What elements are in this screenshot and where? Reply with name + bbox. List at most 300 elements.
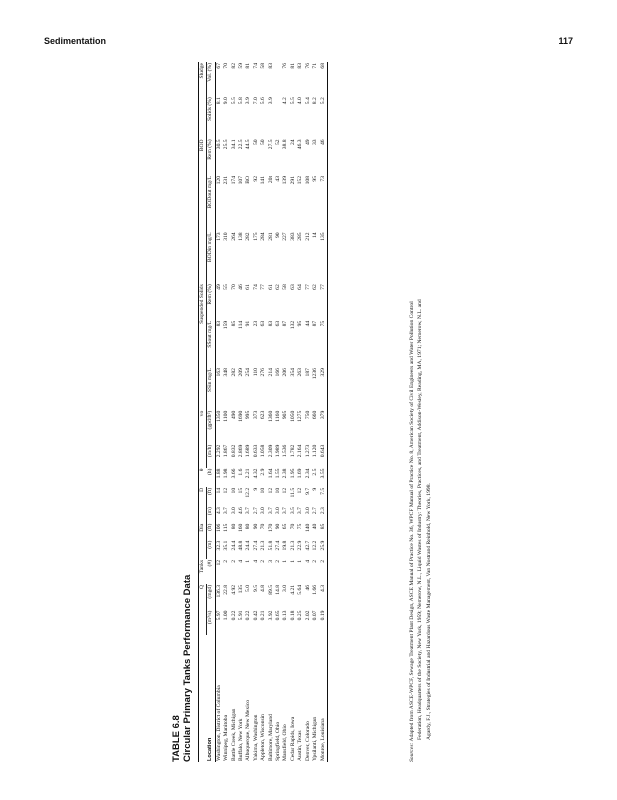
table-cell: 62 (312, 284, 319, 290)
table-cell: 0.633 (252, 444, 259, 458)
cell-location: Ypsilanti, Michigan (312, 716, 319, 761)
table-cell: 5.64 (297, 584, 304, 595)
table-cell: 15 (238, 487, 245, 494)
table-cell: 4.21 (289, 584, 296, 595)
table-cell: 90 (275, 232, 282, 238)
table-cell: 212 (304, 232, 311, 241)
table-cell: 27.5 (267, 139, 274, 150)
table-cell: 2 (320, 559, 328, 584)
table-cell: 63 (260, 320, 267, 327)
table-cell: 5.91 (238, 610, 245, 621)
table-cell: 4.3 (320, 584, 328, 610)
table-row (290, 62, 297, 762)
table-cell: BO (245, 175, 252, 184)
table-cell: 2.309 (267, 444, 274, 458)
table-cell: 8.1 (215, 97, 222, 105)
sources-line-3: Agardy, F.J., Strategies of Industrial and Hazardous Waste Management, Van Nostrand Reinhold, New York, 1998. (425, 483, 432, 740)
table-cell: 80 (245, 523, 252, 530)
header-suspended-solids: Suspended Solids (199, 283, 207, 410)
table-cell: 52 (275, 139, 282, 145)
table-cell: 354 (289, 368, 296, 377)
table-cell: 1.536 (282, 444, 289, 458)
table-cell: 50 (252, 139, 259, 145)
cell-location: Baltimore, Maryland (267, 714, 274, 761)
cell-location: Battle Creek, Michigan (230, 708, 237, 761)
table-cell: 3.0 (230, 507, 237, 515)
col-theta-h: (h) (207, 468, 215, 487)
table-cell: 23 (252, 320, 259, 327)
table-cell: 1.120 (312, 444, 319, 458)
table-cell: 89.5 (267, 584, 274, 595)
table-cell: 373 (252, 410, 259, 420)
table-cell: 48.8 (238, 540, 245, 551)
cell-location: Monroe, Louisiana (320, 635, 328, 762)
table-cell: 1.689 (245, 444, 252, 458)
cell-location: Albuquerque, New Mexico (245, 699, 252, 761)
table-cell: 1160 (275, 410, 282, 422)
table-cell: 1.55 (275, 468, 282, 479)
table-row (238, 62, 245, 762)
table-row (305, 62, 312, 762)
table-cell: 114 (238, 320, 245, 329)
table-container (198, 62, 328, 762)
table-cell: 42.7 (304, 540, 311, 551)
table-cell: 91 (245, 320, 252, 327)
table-cell: 1.98 (223, 468, 230, 479)
col-sludge-vol: Vol. (%) (207, 62, 215, 96)
table-cell: 4.3 (215, 507, 222, 515)
table-cell: 92 (252, 175, 259, 182)
table-cell: 2 (223, 559, 230, 563)
table-header (199, 62, 216, 762)
table-cell: 2 (260, 559, 267, 563)
table-cell: 74 (252, 284, 259, 290)
table-cell: 70 (260, 523, 267, 530)
table-cell: 2.164 (297, 444, 304, 458)
table-cell: 9 (252, 487, 259, 491)
table-row (312, 62, 319, 762)
running-header-section: Sedimentation (44, 36, 107, 46)
table-cell: 8.2 (312, 97, 319, 105)
table-cell: 70 (230, 284, 237, 290)
table-cell: 3.7 (223, 507, 230, 515)
table-cell: 73 (320, 175, 328, 231)
table-cell: 83 (267, 63, 274, 69)
table-cell: 5.6 (260, 97, 267, 105)
table-cell: 12.2 (245, 487, 252, 498)
table-cell: 14 (312, 232, 319, 238)
table-cell: 1.782 (289, 444, 296, 458)
col-depth-m: (m) (207, 506, 215, 522)
table-cell: 3.66 (230, 468, 237, 479)
table-cell: 1275 (297, 410, 304, 422)
table-cell: 83 (267, 320, 274, 327)
table-cell: 1.95 (289, 468, 296, 479)
table-cell: 2.869 (238, 444, 245, 458)
table-cell: 70 (289, 523, 296, 530)
table-cell: 32.3 (215, 540, 222, 551)
table-cell: 55 (223, 284, 230, 290)
table-cell: 163 (215, 368, 222, 377)
header-dia: Dia (199, 523, 207, 559)
table-cell: 140 (304, 523, 311, 533)
table-cell: 12 (215, 559, 222, 566)
table-cell: 80 (230, 523, 237, 530)
table-cell: 20t (267, 175, 274, 184)
table-cell: 27.4 (275, 540, 282, 551)
header-sludge: Sludge (199, 62, 207, 138)
table-cell: 0.07 (312, 610, 319, 621)
table-cell: 65 (282, 523, 289, 530)
table-cell: 214 (267, 368, 274, 377)
table-cell: 75 (297, 523, 304, 530)
table-cell: 1.273 (304, 444, 311, 458)
table-cell: 1236 (312, 368, 319, 380)
table-cell: 14 (215, 487, 222, 494)
table-cell: 2.7 (252, 507, 259, 515)
table-cell: 1.058 (260, 444, 267, 458)
cell-location: Mansfield, Ohio (282, 724, 289, 761)
table-cell: 4.92 (230, 584, 237, 595)
table-cell: 2.38 (282, 468, 289, 479)
table-cell: 3.0 (260, 507, 267, 515)
table-cell: 750 (304, 410, 311, 420)
table-cell: 0.25 (297, 610, 304, 621)
table-cell: 4.8 (260, 584, 267, 592)
table-cell: 5.2 (320, 96, 328, 138)
table-cell: 623 (260, 410, 267, 420)
table-row (268, 62, 275, 762)
col-bod-rem: Rem (%) (207, 138, 215, 175)
page-number: 117 (558, 36, 573, 46)
table-cell: 310 (223, 232, 230, 241)
table-cell: 1690 (238, 410, 245, 422)
table-cell: 110 (252, 368, 259, 377)
table-cell: 4.0 (297, 97, 304, 105)
table-cell: 87 (282, 320, 289, 327)
table-cell: 30.5 (215, 139, 222, 150)
table-cell: 0.643 (320, 444, 328, 468)
table-cell: 1360 (267, 410, 274, 422)
table-cell: 12 (267, 487, 274, 494)
table-cell: 5.5 (289, 97, 296, 105)
table-cell: 9 (312, 487, 319, 491)
table-cell: 187 (304, 368, 311, 377)
table-cell: 2.34 (304, 468, 311, 479)
header-theta: θ (199, 468, 206, 472)
table-cell: 76 (304, 63, 311, 69)
table-cell: 1.69 (297, 468, 304, 479)
table-cell: 11.5 (289, 487, 296, 498)
table-cell: 0.19 (320, 610, 328, 635)
table-cell: 135 (238, 584, 245, 594)
table-cell: 2 (275, 559, 282, 563)
table-cell: 12 (223, 487, 230, 494)
table-cell: 1350 (215, 410, 222, 422)
sources-note (408, 62, 433, 762)
table-cell: 10 (260, 487, 267, 494)
table-cell: 1.64 (267, 468, 274, 479)
header-units-row (207, 62, 215, 762)
table-cell: 90 (275, 523, 282, 530)
table-cell: 35.1 (223, 540, 230, 551)
table-cell: 1.00 (223, 610, 230, 621)
table-cell: 5.5 (230, 97, 237, 105)
table-cell: 25.5 (223, 139, 230, 150)
table-cell: 3.0 (304, 507, 311, 515)
table-cell: 2.292 (215, 444, 222, 458)
col-ss-in: SSin mg/L (207, 367, 215, 410)
table-cell: 1 (282, 559, 289, 563)
table-cell: 77 (320, 283, 328, 320)
table-row (253, 62, 260, 762)
cell-location: Washington, District of Columbia (215, 685, 222, 761)
table-cell: 379 (320, 410, 328, 444)
cell-location: Springfield, Ohio (275, 721, 282, 761)
table-cell: 77 (304, 284, 311, 290)
table-cell: 12 (297, 487, 304, 494)
table-cell: 50 (260, 139, 267, 145)
table-cell: 206 (282, 368, 289, 377)
col-dia-m: (m) (207, 540, 215, 559)
col-dia-ft: (ft) (207, 523, 215, 540)
table-cell: 0.832 (230, 444, 237, 458)
table-cell: 4 (252, 559, 259, 563)
table-cell: 2.5 (312, 468, 319, 476)
table-cell: 3.9 (245, 97, 252, 105)
table-cell: 5.4 (304, 97, 311, 105)
table-cell: 83 (297, 63, 304, 69)
col-sludge-solids: Solids (%) (207, 96, 215, 138)
table-cell: 170 (267, 523, 274, 533)
table-cell: 276 (260, 368, 267, 377)
table-cell: 24.4 (230, 540, 237, 551)
cell-location: Appleton, Wisconsin (260, 714, 267, 761)
table-cell: 49 (215, 284, 222, 290)
table-cell: 254 (245, 368, 252, 377)
table-cell: 44 (304, 320, 311, 327)
table-cell: 0.65 (275, 610, 282, 621)
table-cell: 1.88 (215, 468, 222, 479)
table-title: Circular Primary Tanks Performance Data (182, 574, 193, 762)
table-cell: 3.5 (289, 507, 296, 515)
sources-line-1 (408, 62, 416, 762)
table-cell: 81 (245, 63, 252, 69)
table-cell: 49 (304, 139, 311, 145)
col-location: Location (207, 635, 215, 762)
table-cell: 12.2 (312, 540, 319, 551)
table-cell: 3 (267, 559, 274, 563)
table-cell: 0.18 (289, 610, 296, 621)
header-group-row (199, 62, 207, 762)
cell-location: Winnipeg, Manitoba (223, 714, 230, 761)
table-cell: 63 (275, 320, 282, 327)
table-row (275, 62, 282, 762)
table-cell: 5.8 (238, 97, 245, 105)
table-cell: 175 (252, 232, 259, 241)
table-cell: 5.0 (245, 584, 252, 592)
table-cell: 132 (289, 320, 296, 330)
table-cell: 2 (230, 559, 237, 563)
header-bod: BOD (199, 138, 207, 283)
table-cell: 10 (230, 487, 237, 494)
table-cell: 4 (304, 559, 311, 563)
table-cell: 2.21 (245, 468, 252, 479)
table-cell: 95 (297, 320, 304, 327)
header-depth: D (199, 487, 207, 523)
table-cell: 1.989 (275, 444, 282, 458)
cell-location: Yakima, Washington (252, 714, 259, 761)
table-cell (275, 96, 282, 138)
table-cell: 22.9 (297, 540, 304, 551)
table-row (223, 62, 230, 762)
table-cell: 3.55 (320, 468, 328, 487)
table-cell: 90 (252, 523, 259, 530)
table-cell: 71 (312, 63, 319, 69)
table-cell: 3.0 (275, 507, 282, 515)
table-cell: 2.9 (260, 468, 267, 476)
table-cell: 138 (238, 232, 245, 241)
table-cell: 34.1 (230, 139, 237, 150)
table-cell: 0.13 (282, 610, 289, 621)
table-cell: 1 (297, 559, 304, 563)
table-cell: 85 (320, 523, 328, 540)
table-cell: 51.8 (267, 540, 274, 551)
table-cell: 4 (238, 559, 245, 563)
table-cell: 160 (238, 523, 245, 533)
table-cell: 383 (289, 232, 296, 241)
table-cell: 107 (238, 175, 245, 185)
table-cell: 0.21 (260, 610, 267, 621)
table-cell: 166 (275, 368, 282, 377)
table-cell: 2.7 (312, 507, 319, 515)
table-cell: 74 (252, 63, 259, 69)
table-cell: 46 (238, 284, 245, 290)
table-cell: 135 (320, 231, 328, 283)
table-cell: 58 (260, 63, 267, 69)
table-cell: 1.867 (223, 444, 230, 458)
table-cell: 284 (260, 232, 267, 241)
sources-line-2: Federation, Headquarters of the Society, New York, 1959; Nemerow, N.L., Liquid Wastes of Industry: Theories, Practices, and Treatment, Addison-Wesley, Reading, MA, 1971; Nemerow, N.L. and (417, 299, 424, 740)
table-cell: 139 (282, 175, 289, 185)
table-cell: 4.32 (252, 468, 259, 479)
table-cell: 1050 (289, 410, 296, 422)
table-cell: 63 (289, 284, 296, 290)
table-cell: 3.0 (282, 584, 289, 592)
table-row (260, 62, 267, 762)
table-cell: 348 (223, 368, 230, 377)
header-q: Q (199, 584, 207, 635)
table-cell: 12 (282, 487, 289, 494)
table-row (297, 62, 304, 762)
table-cell: 9.0 (223, 97, 230, 105)
table-row (231, 62, 238, 762)
table-cell: 25.9 (320, 540, 328, 559)
table-cell: 4.2 (282, 97, 289, 105)
table-cell: 67 (215, 63, 222, 69)
header-tanks: Tanks (199, 559, 206, 574)
table-row (215, 62, 223, 762)
table-cell: 264 (230, 232, 237, 241)
table-cell: 2 (312, 559, 319, 563)
table-cell: 38.8 (282, 139, 289, 150)
table-cell: 263 (297, 368, 304, 377)
table-cell: 21.3 (289, 540, 296, 551)
table-cell: 0.22 (230, 610, 237, 621)
table-cell: 136.3 (215, 584, 222, 598)
table-cell: 2.3 (320, 506, 328, 522)
table-cell: 285 (297, 232, 304, 241)
table-cell: 9.7 (304, 487, 311, 495)
table-cell: 83 (215, 320, 222, 327)
table-cell: 1.66 (312, 584, 319, 595)
table-cell: 490 (230, 410, 237, 420)
table-cell: 61 (245, 284, 252, 290)
header-blank (199, 635, 207, 762)
table-cell: 173 (215, 232, 222, 241)
table-cell: 77 (260, 284, 267, 290)
table-cell: 70 (223, 63, 230, 69)
col-bod-in: BODin mg/L (207, 231, 215, 283)
table-cell: 5.97 (215, 610, 222, 621)
sources-label: Sources: (409, 742, 415, 762)
table-cell: 7.5 (320, 487, 328, 506)
table-cell: 27.4 (252, 540, 259, 551)
table-cell: 44.5 (245, 139, 252, 150)
col-depth-ft: (ft) (207, 487, 215, 506)
col-ss-out: SSout mg/L (207, 320, 215, 367)
table-cell: 227 (282, 232, 289, 241)
table-cell: 46 (320, 138, 328, 175)
sources-text-1: Adapted from ASCE-WPCF, Sewage Treatment Plant Design, ASCE Manual of Practice No. 36, WPCF Manual of Practice No. 8, American Society of Civil Engineers and Water Pollution Control (409, 301, 415, 742)
table-cell: 282 (245, 232, 252, 241)
table-cell: 43 (275, 175, 282, 182)
table-cell: 281 (267, 232, 274, 241)
table-cell: 1.6 (238, 468, 245, 476)
table-cell: 3.7 (267, 507, 274, 515)
rotated-table-region (171, 62, 446, 762)
table-cell: 231 (223, 175, 230, 185)
table-cell: 9.5 (252, 584, 259, 592)
table-cell: 4.6 (238, 507, 245, 515)
table-cell: 1 (245, 559, 252, 563)
table-cell: 209 (238, 368, 245, 377)
table-body (215, 62, 327, 762)
table-label: TABLE 6.8 (171, 715, 182, 762)
table-cell: 19.8 (282, 540, 289, 551)
cell-location: Buffalo, New York (238, 718, 245, 761)
table-cell: 46.3 (297, 139, 304, 150)
table-cell: 0.42 (252, 610, 259, 621)
table-cell: 174 (230, 175, 237, 185)
col-bod-out: BODout mg/L (207, 175, 215, 231)
table-cell: 995 (245, 410, 252, 420)
table-cell: 10 (275, 487, 282, 494)
table-cell: 82 (230, 63, 237, 69)
header-vo: vo (199, 410, 207, 468)
col-ss-rem: Rem (%) (207, 283, 215, 320)
table-row (320, 62, 328, 762)
table-cell: 115 (223, 523, 230, 532)
table-cell: 75 (320, 320, 328, 367)
cell-location: Cedar Rapids, Iowa (289, 716, 296, 761)
table-cell: 62 (275, 284, 282, 290)
table-cell: 159 (223, 320, 230, 330)
performance-table (198, 62, 328, 762)
table-cell: 3.7 (297, 507, 304, 515)
table-cell: 3.92 (267, 610, 274, 621)
table-cell: 59 (238, 63, 245, 69)
